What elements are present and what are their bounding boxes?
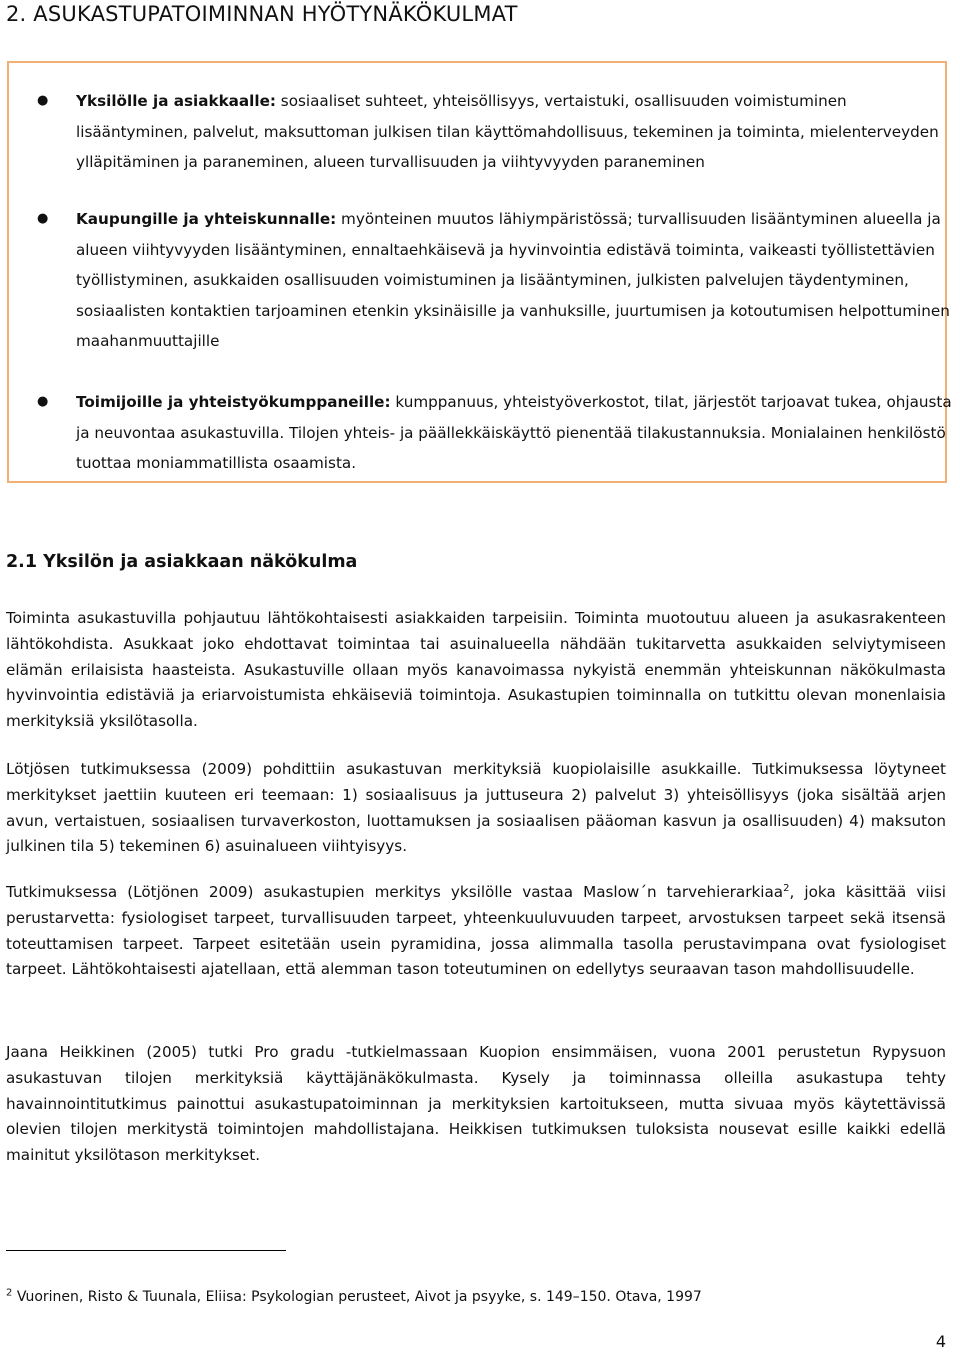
- bullet-text: Yksilölle ja asiakkaalle: sosiaaliset suhteet, yhteisöllisyys, vertaistuki, osallisuuden voimistuminen lisääntyminen, palvelut, maksuttoman julkisen tilan käyttömahdollisuus, tekeminen ja toiminta, mielenterveyden ylläpitäminen ja paraneminen, alueen turvallisuuden ja viihtyvyyden paraneminen: [76, 92, 939, 171]
- subsection-heading: 2.1 Yksilön ja asiakkaan näkökulma: [6, 552, 358, 572]
- bullet-icon: ●: [37, 93, 49, 108]
- paragraph-1: Toiminta asukastuvilla pohjautuu lähtökohtaisesti asiakkaiden tarpeisiin. Toiminta muotoutuu alueen ja asukasrakenteen lähtökohdista. Asukkaat joko ehdottavat toimintaa tai asuinalueella nähdään tukitarvetta asukkaiden selviytymiseen elämän erilaisista haasteista. Asukastuville ollaan myös kanavoimassa nykyistä enemmän yhteiskunnan näkökulmasta hyvinvointia edistäviä ja eriarvoistumista ehkäiseviä toimintoja. Asukastupien toiminnalla on tutkittu olevan monenlaisia merkityksiä yksilötasolla.: [6, 609, 946, 731]
- footnote-reference: 2: [783, 882, 790, 894]
- page-number: 4: [935, 1332, 946, 1351]
- paragraph-4: Jaana Heikkinen (2005) tutki Pro gradu -tutkielmassaan Kuopion ensimmäisen, vuona 2001 perustetun Rypysuon asukastuvan tilojen merkityksiä käyttäjänäkökulmasta. Kysely ja toiminnassa olleilla asukastupa tehty havainnointitutkimus painottui asukastupatoiminnan ja merkityksien kartoitukseen, mutta sivuaa myös käytettävissä olevien tilojen merkitystä toimintojen mahdollistajana. Heikkisen tutkimuksen tuloksista nousevat esille kaikki edellä mainitut yksilötason merkitykset.: [6, 1043, 946, 1165]
- footnote-mark: 2: [6, 1287, 13, 1299]
- bullet-icon: ●: [37, 394, 49, 409]
- bullet-text: Kaupungille ja yhteiskunnalle: myönteinen muutos lähiympäristössä; turvallisuuden lisääntyminen alueella ja alueen viihtyvyyden lisääntyminen, ennaltaehkäisevä ja hyvinvointia edistävä toiminta, vaikeasti työllistettävien työllistyminen, asukkaiden osallisuuden voimistuminen ja lisääntyminen, julkisten palvelujen täydentyminen, sosiaalisten kontaktien tarjoaminen etenkin yksinäisille ja vanhuksille, juurtumisen ja kotoutumisen helpottuminen maahanmuuttajille: [76, 210, 950, 350]
- footnote: $^2$ Vuorinen, Risto & Tuunala, Eliisa: Psykologian perusteet, Aivot ja psyyke, s. 149–150. Otava, 1997: [6, 1287, 702, 1305]
- section-heading: 2. ASUKASTUPATOIMINNAN HYÖTYNÄKÖKULMAT: [6, 2, 518, 26]
- footnote-divider: [6, 1250, 286, 1251]
- bullet-text: Toimijoille ja yhteistyökumppaneille: kumppanuus, yhteistyöverkostot, tilat, järjestöt tarjoavat tukea, ohjausta ja neuvontaa asukastuvilla. Tilojen yhteis- ja päällekkäiskäyttö pienentää tilakustannuksia. Monialainen henkilöstö tuottaa moniammatillista osaamista.: [76, 393, 952, 472]
- paragraph-3: Tutkimuksessa (Lötjönen 2009) asukastupien merkitys yksilölle vastaa Maslow´n tarvehierarkiaa$^2$, joka käsittää viisi perustarvetta: fysiologiset tarpeet, turvallisuuden tarpeet, yhteenkuuluvuuden tarpeet, arvostuksen tarpeet sekä itsensä toteuttamisen tarpeet. Tarpeet esitetään usein pyramidina, jossa alimmalla tasolla perustavimpana ovat fysiologiset tarpeet. Lähtökohtaisesti ajatellaan, että alemman tason toteutuminen on edellytys seuraavan tason mahdollisuudelle.: [6, 882, 946, 979]
- paragraph-2: Lötjösen tutkimuksessa (2009) pohdittiin asukastuvan merkityksiä kuopiolaisille asukkaille. Tutkimuksessa löytyneet merkitykset jaettiin kuuteen eri teemaan: 1) sosiaalisuus ja juttuseura 2) palvelut 3) yhteisöllisyys (joka sisältää arjen avun, vertaistuen, sosiaalisen turvaverkoston, luottamuksen ja sosiaalisen pääoman kasvun ja osallisuuden) 4) maksuton julkinen tila 5) tekeminen 6) asuinalueen viihtyisyys.: [6, 760, 946, 856]
- bullet-icon: ●: [37, 211, 49, 226]
